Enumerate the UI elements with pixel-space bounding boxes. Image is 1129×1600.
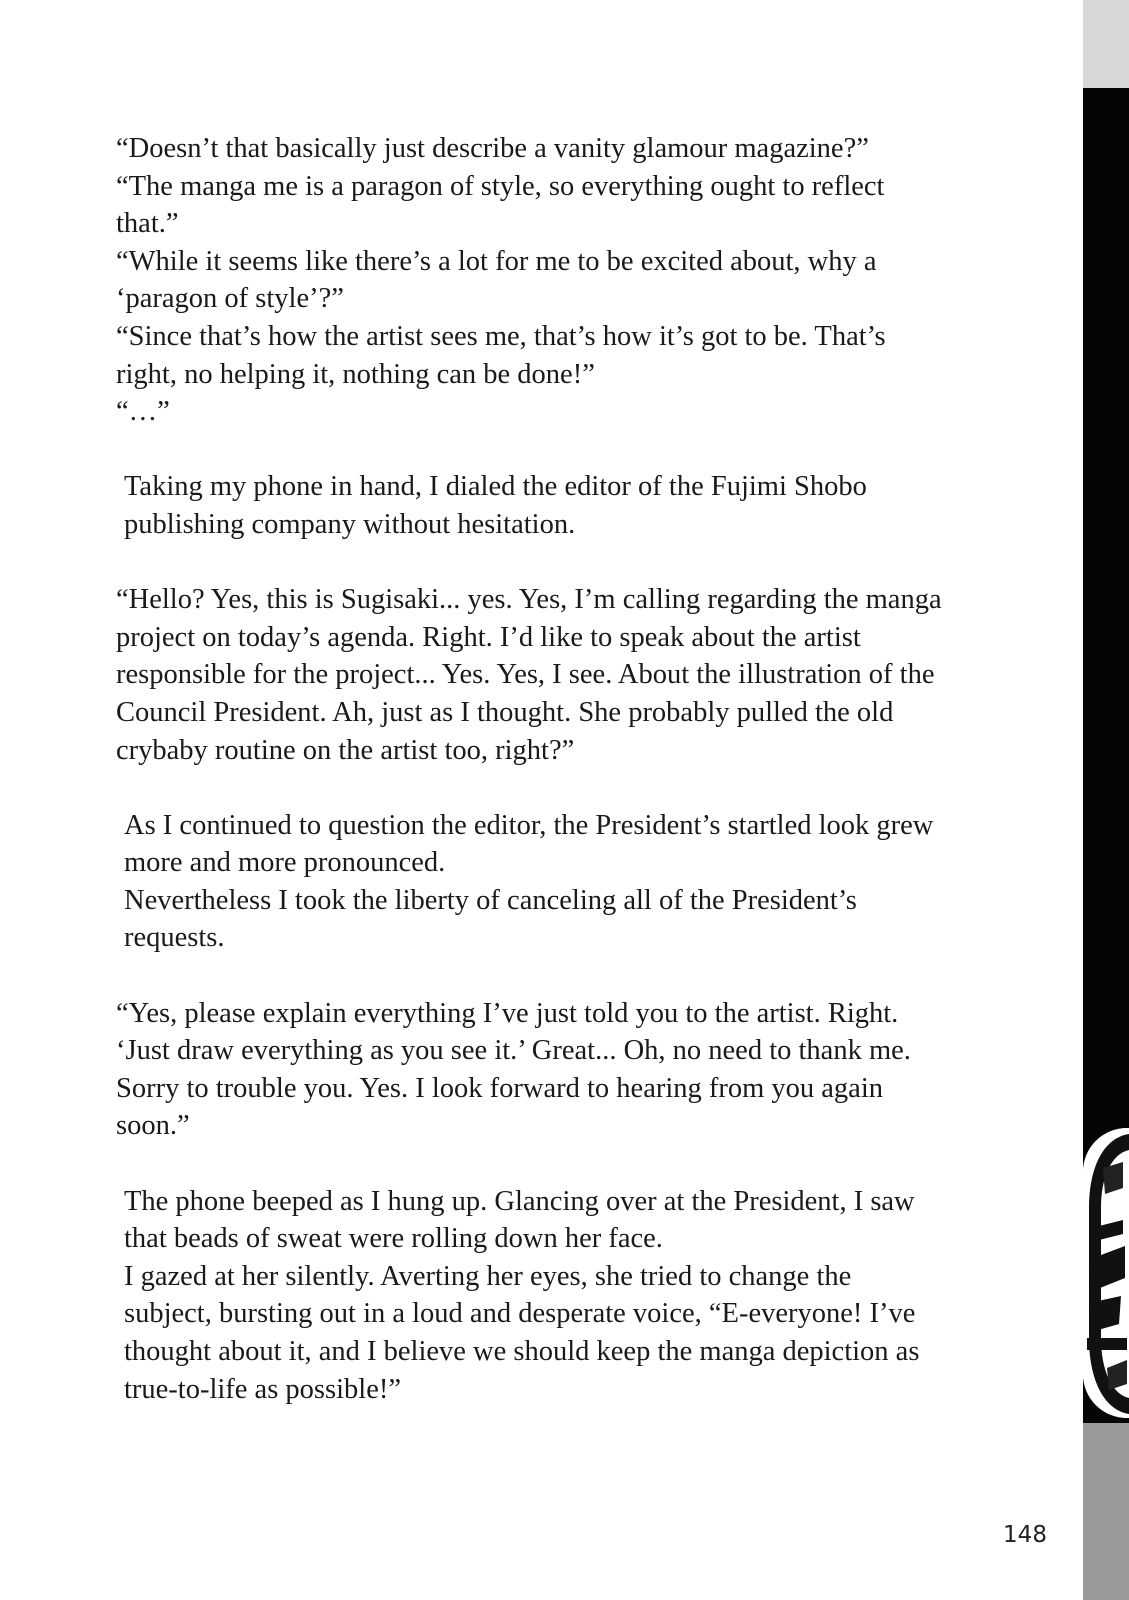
text-line: requests. bbox=[124, 922, 225, 954]
text-line: Nevertheless I took the liberty of canceling all of the President’s bbox=[124, 884, 857, 916]
text-line: true-to-life as possible!” bbox=[124, 1373, 401, 1405]
text-line: Council President. Ah, just as I thought. She probably pulled the old bbox=[116, 696, 894, 728]
text-line: “Since that’s how the artist sees me, that’s how it’s got to be. That’s bbox=[116, 320, 886, 352]
text-line: “…” bbox=[116, 396, 170, 428]
edge-light-band bbox=[1083, 0, 1129, 88]
paragraph bbox=[116, 468, 1036, 543]
text-line: more and more pronounced. bbox=[124, 847, 446, 879]
text-line: right, no helping it, nothing can be done!” bbox=[116, 358, 595, 390]
text-line: that.” bbox=[116, 208, 179, 240]
paragraph bbox=[116, 581, 1036, 769]
paragraph bbox=[116, 168, 1036, 243]
text-line: “Yes, please explain everything I’ve just told you to the artist. Right. bbox=[116, 997, 899, 1029]
text-line: project on today’s agenda. Right. I’d like to speak about the artist bbox=[116, 621, 861, 653]
text-line: crybaby routine on the artist too, right?” bbox=[116, 734, 575, 766]
paragraph bbox=[116, 393, 1036, 431]
text-line: responsible for the project... Yes. Yes, I see. About the illustration of the bbox=[116, 659, 935, 691]
text-line: “Doesn’t that basically just describe a vanity glamour magazine?” bbox=[116, 133, 869, 164]
text-line: Taking my phone in hand, I dialed the editor of the Fujimi Shobo bbox=[124, 471, 867, 503]
text-line: subject, bursting out in a loud and desperate voice, “E-everyone! I’ve bbox=[124, 1298, 916, 1330]
paragraph bbox=[116, 318, 1036, 393]
emblem-graphic bbox=[1083, 1128, 1129, 1418]
paragraph-gap bbox=[116, 769, 1036, 807]
text-line: soon.” bbox=[116, 1110, 190, 1142]
paragraph bbox=[116, 1183, 1036, 1258]
paragraph-gap bbox=[116, 431, 1036, 469]
edge-gray-band bbox=[1083, 1423, 1129, 1600]
text-line: “Hello? Yes, this is Sugisaki... yes. Yes, I’m calling regarding the manga bbox=[116, 584, 942, 616]
paragraph bbox=[116, 882, 1036, 957]
text-line: ‘Just draw everything as you see it.’ Great... Oh, no need to thank me. bbox=[116, 1035, 911, 1067]
text-line: I gazed at her silently. Averting her eyes, she tried to change the bbox=[124, 1260, 852, 1292]
paragraph bbox=[116, 807, 1036, 882]
text-line: As I continued to question the editor, the President’s startled look grew bbox=[124, 809, 934, 841]
body-text bbox=[116, 130, 1036, 1408]
text-line: Sorry to trouble you. Yes. I look forward to hearing from you again bbox=[116, 1072, 883, 1104]
paragraph bbox=[116, 995, 1036, 1145]
text-line: The phone beeped as I hung up. Glancing over at the President, I saw bbox=[124, 1185, 915, 1217]
paragraph bbox=[116, 130, 1036, 168]
text-line: publishing company without hesitation. bbox=[124, 508, 576, 540]
paragraph-gap bbox=[116, 1145, 1036, 1183]
paragraph-gap bbox=[116, 957, 1036, 995]
text-line: that beads of sweat were rolling down her face. bbox=[124, 1223, 663, 1255]
page-number: 148 bbox=[1003, 1522, 1047, 1548]
text-line: ‘paragon of style’?” bbox=[116, 283, 344, 315]
text-line: thought about it, and I believe we should keep the manga depiction as bbox=[124, 1336, 920, 1367]
text-line: “While it seems like there’s a lot for me to be excited about, why a bbox=[116, 245, 877, 277]
text-line: “The manga me is a paragon of style, so everything ought to reflect bbox=[116, 170, 885, 202]
paragraph bbox=[116, 243, 1036, 318]
paragraph-gap bbox=[116, 544, 1036, 582]
paragraph bbox=[116, 1258, 1036, 1408]
publisher-emblem-icon bbox=[1083, 1128, 1129, 1418]
